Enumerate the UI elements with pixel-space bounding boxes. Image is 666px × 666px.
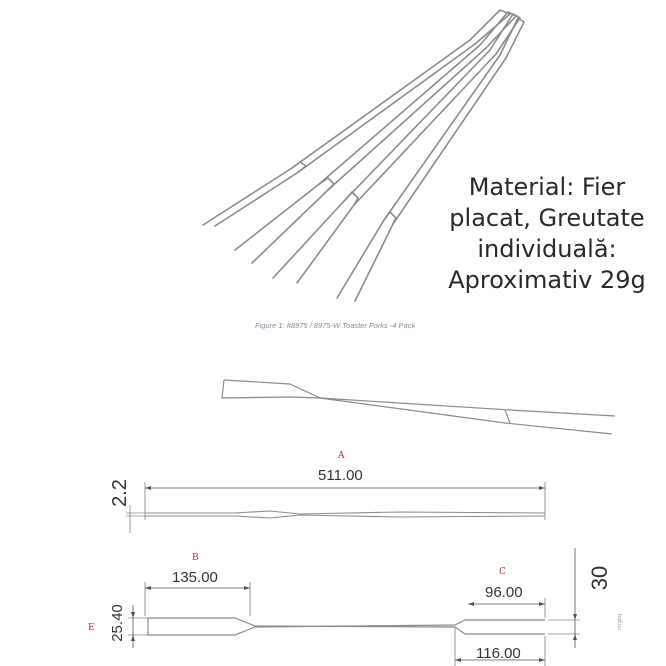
fork-side-view xyxy=(222,380,615,434)
material-line-4: Aproximativ 29g xyxy=(448,266,646,294)
material-line-2: placat, Greutate xyxy=(449,204,645,232)
material-line-1: Material: Fier xyxy=(468,173,626,201)
fork-top-view xyxy=(126,482,545,533)
material-info xyxy=(436,172,658,296)
dim-wire-thickness: 2.2 xyxy=(109,479,131,507)
dim-tine-length: 96.00 xyxy=(485,584,523,601)
figure-caption: Figure 1: #8975 / 8975-W Toaster Forks -4 Pack xyxy=(255,321,416,330)
brand-logo: mrgbq xyxy=(617,613,623,631)
dim-handle-length: 135.00 xyxy=(172,569,218,586)
dim-total-length: 511.00 xyxy=(318,467,363,484)
dim-handle-width: 25.40 xyxy=(109,604,126,642)
dim-tine-outer: 116.00 xyxy=(476,645,521,662)
dim-letter-e: E xyxy=(88,623,95,633)
dim-letter-b: B xyxy=(192,553,199,563)
material-line-3: individuală: xyxy=(477,235,617,263)
dim-letter-c: C xyxy=(499,567,506,577)
dim-letter-a: A xyxy=(338,451,345,461)
dim-height: 30 xyxy=(587,565,612,591)
